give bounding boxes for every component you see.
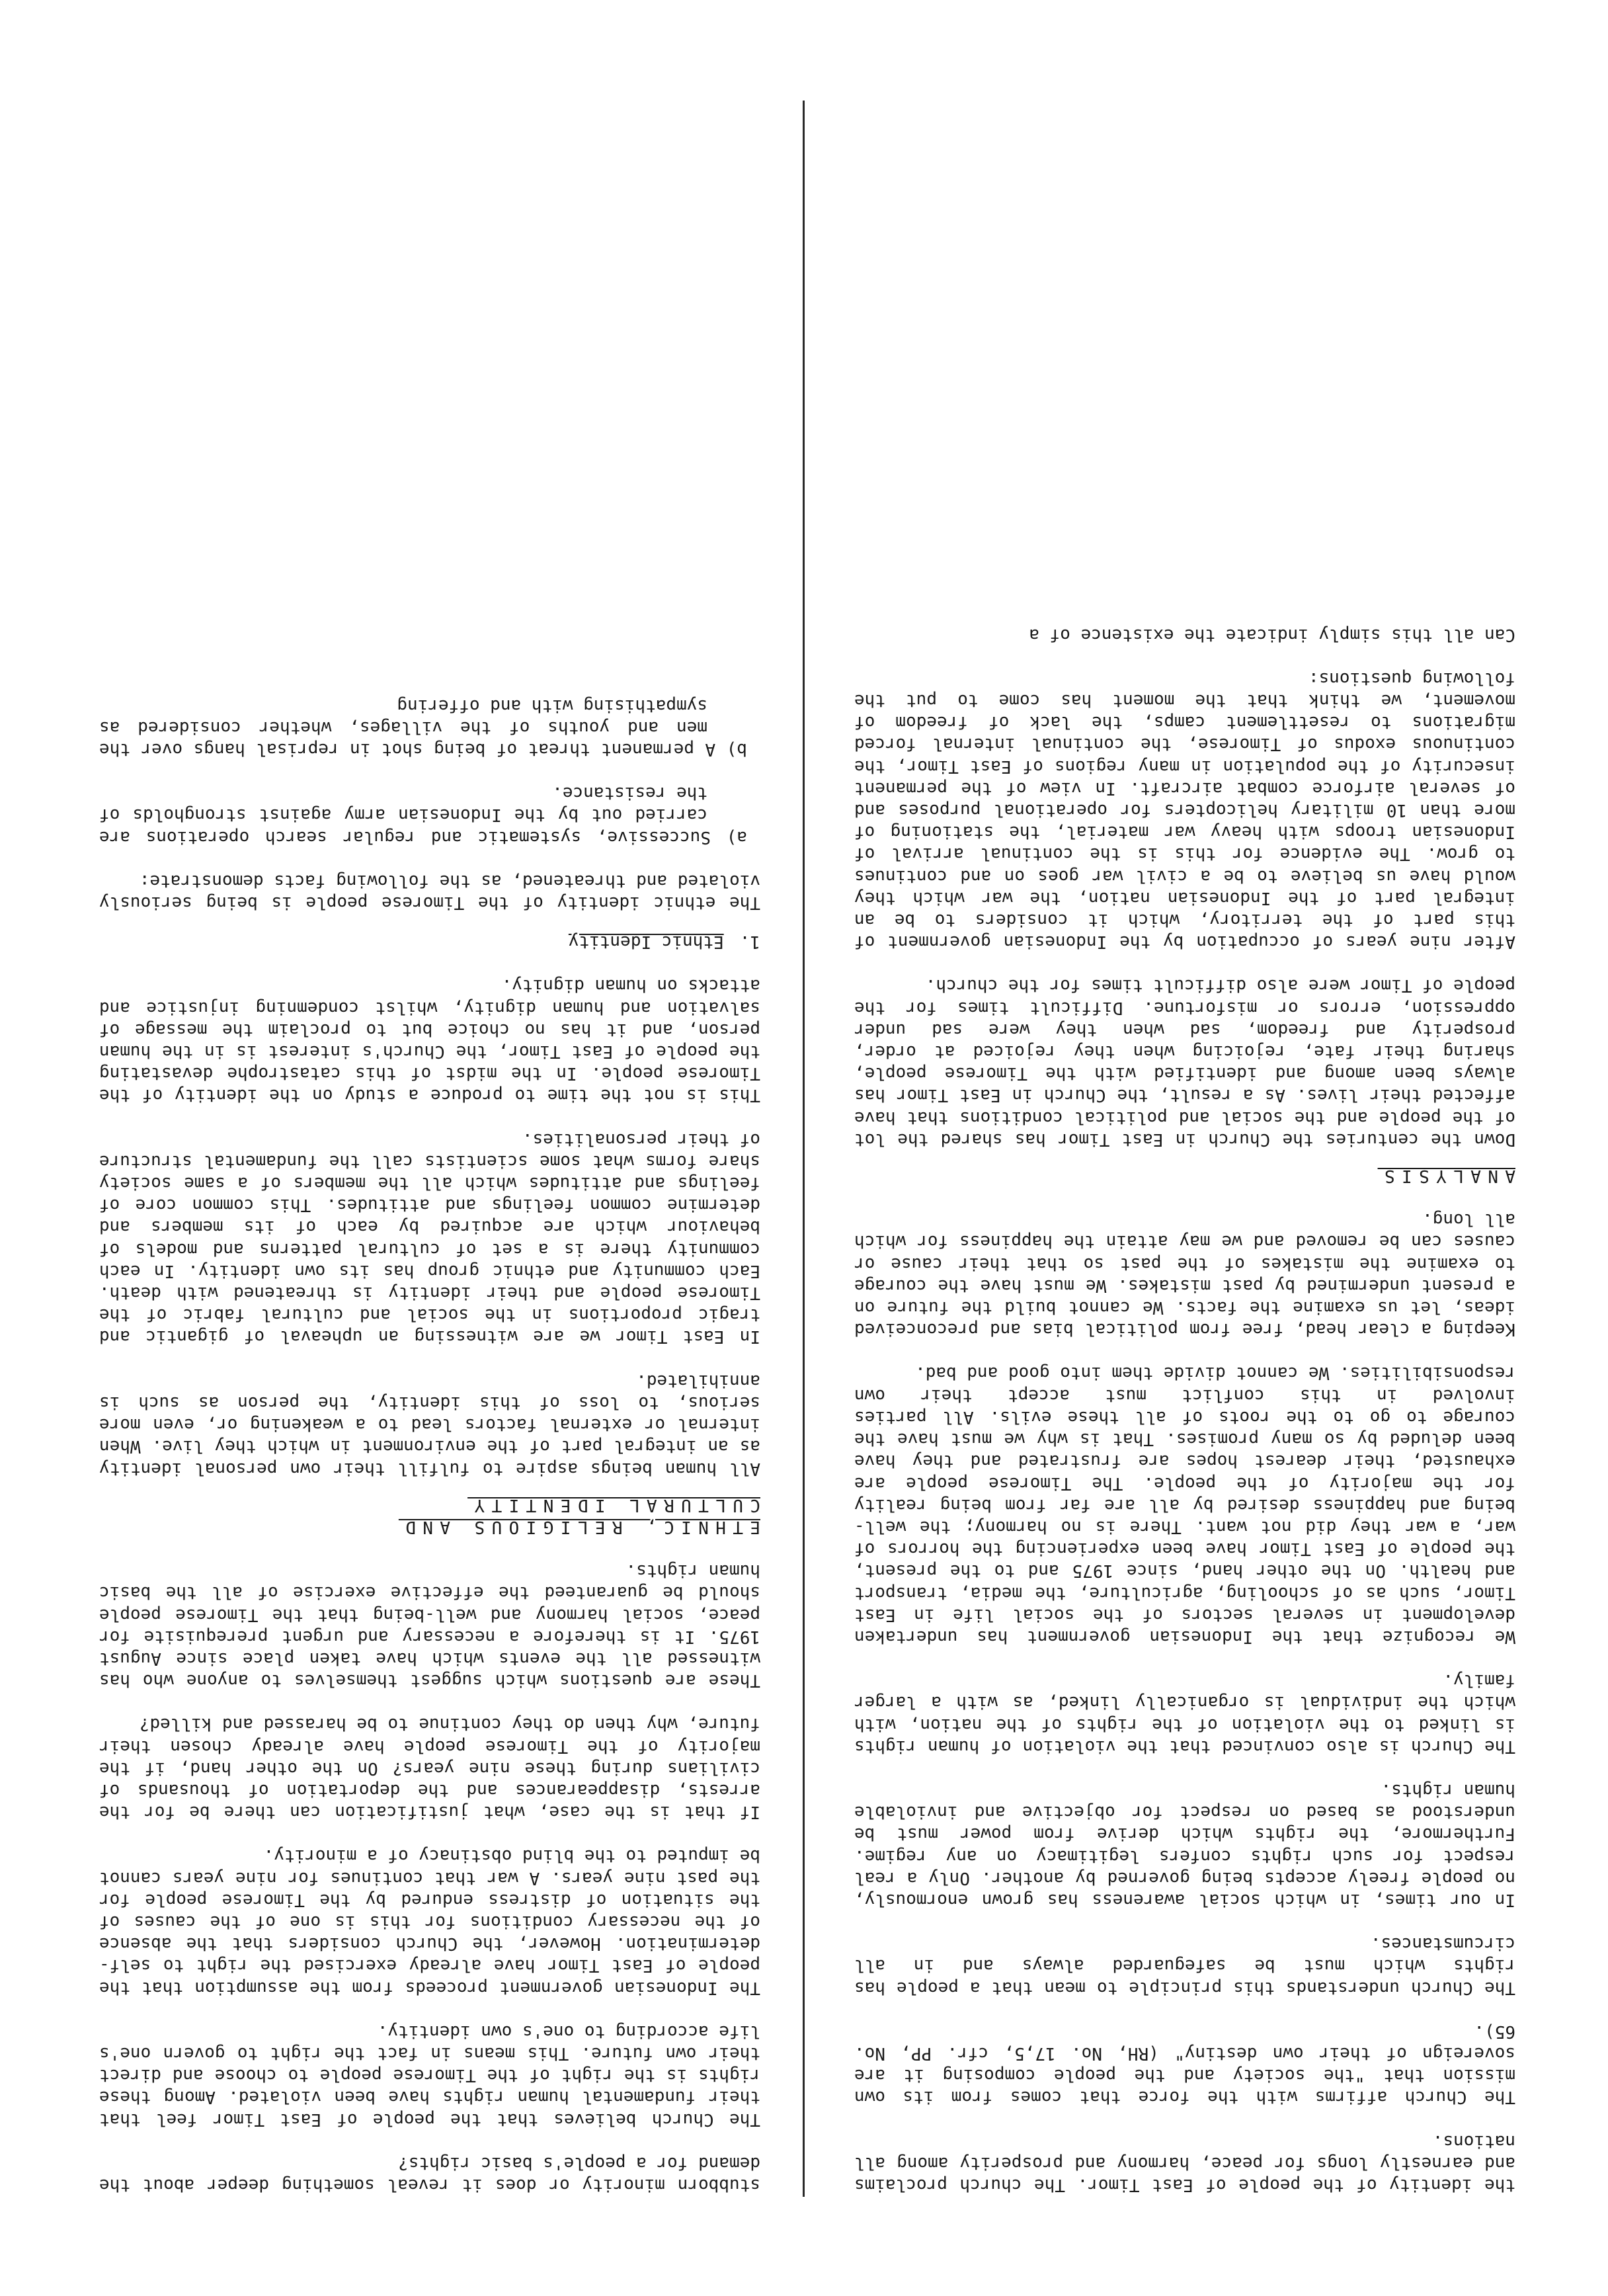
column-divider — [803, 101, 805, 2197]
subheading-number: 1. — [739, 932, 760, 952]
right-column — [99, 672, 760, 2195]
paragraph: In East Timor we are witnessing an upheaval of gigantic and tragic proportions in the social and cultural fabric of the Timorese people and their identity is threatened with death. Each community and ethnic group has its own identity. In each community there is a set of cultural patterns and models of behaviour which are acquired by each of its members and determine common feelings and attitudes. This common core of feelings and attitudes which all the members of a same society share forms what some scientists call the fundamental structure of their personalities. — [99, 1129, 760, 1347]
paragraph: stubborn minority or does it reveal something deeper about the demand for a people's basic rights? — [99, 2152, 760, 2195]
paragraph: The Church understands this principle to mean that a people has rights which must be safeguarded always and in all circumstances. — [854, 1934, 1515, 1998]
paragraph: the identity of the people of East Timor. The church proclaims and earnestly longs for peace, harmony and prosperity among all nations. — [854, 2131, 1515, 2195]
paragraph: The Church believes that the people of East Timor feel that their fundamental human rights have been violated. Among these rights is the right of the Timorese people to choose and direct their own future. This means in fact the right to govern one's life according to one's own identity. — [99, 2021, 760, 2129]
paragraph: All human beings aspire to fulfill their own personal identity as an integral part of the environment in which they live. When internal or external factors lead to a weakening or, even more serious, to loss of this identity, the person as such is annihilated. — [99, 1370, 760, 1479]
paragraph: In our times, in which social awareness has grown enormously, no people freely accepts being governed by another. Only a real respect for such rights confers legitimacy on any regime. Furthermore, the rights which derive from power must be understood as based on respect for objective and inviolable human rights. — [854, 1780, 1515, 1910]
paragraph: This is not the time to produce a study on the identity of the Timorese people. In the midst of this catastrophe devastating the people of East Timor, the Church's interest is in the human person, and it has no choice but to proclaim the message of salvation and human dignity, whilst condemning injustice and attacks on human dignity. — [99, 975, 760, 1106]
section-heading-analysis: ANALYSIS — [1377, 1166, 1515, 1186]
paragraph: The Church is also convinced that the violation of human rights is linked to the violation of the rights of the nation, with which the individual is organically linked, as with a larger family. — [854, 1670, 1515, 1756]
section-heading-identity — [99, 1494, 760, 1538]
paragraph: These are questions which suggest themselves to anyone who has witnessed all the events which have taken place since August 1975. It is therefore a necessary and urgent prerequisite for peace, social harmony and well-being that the Timorese people should be guaranteed the effective exercise of all the basic human rights. — [99, 1561, 760, 1691]
paragraph: Down the centuries the Church in East Timor has shared the lot of the people and the social and political conditions that have affected their lives. As a result, the Church in East Timor has always been among and identified with the Timorese people, sharing their fate, rejoicing when they rejoiced at order, prosperity and freedom, sad when they were sad under oppression, errors or misfortune. Difficult times for the people of Timor were also difficult times for the church. — [854, 975, 1515, 1149]
subheading-text: Ethnic Identity — [568, 932, 724, 952]
subheading-ethnic-identity — [99, 930, 760, 952]
paragraph: The Indonesian government proceeds from the assumption that the people of East Timor have already exercised the right to self-determination. However, the Church considers that the absence of the necessary conditions for this is one of the causes of the situation of distress endured by the Timorese people for the past nine years. A war that continues for nine years cannot be imputed to the blind obstinacy of a minority. — [99, 1846, 760, 1998]
paragraph: After nine years of occupation by the Indonesian government of this part of the territory, which it considers to be an integral part of the Indonesian nation, the war which they would have us believe to be a civil war goes on and continues to grow. The evidence for this is the continual arrival of Indonesian troops with heavy war material, the stationing of more than 10 military helicopters for operational purposes and of several airforce combat aircraft. In view of the permanent insecurity of the population in many regions of East Timor, the continuous exodus of Timorese, the continual internal forced migrations to resettlement camps, the lack of freedom of movement, we think that the moment has come to put the following questions: — [854, 668, 1515, 952]
paragraph: We recognize that the Indonesian government has undertaken development in several sectors of the social life in East Timor, such as of schooling, agriculture, the media, transport and health. On the other hand, since 1975 and to the present, the people of East Timor have been experiencing the horrors of war, a war they did not want. There is no harmony; the well-being and happiness desired by all are far from being reality for the majority of the people. The Timorese people are exhausted, their dearest hopes are frustrated and they have been deluded by so many promises. That is why we must have the courage to go to the roots of all these evils. All parties involved in this conflict must accept their own responsibilities. We cannot divide them into good and bad. — [854, 1363, 1515, 1647]
section-heading-line: ETHNIC, RELIGIOUS AND — [398, 1516, 760, 1537]
paragraph: The Church affirms with the force that comes from its own mission that "the society and the people composing it are sovereign of their own destiny" (RH, No. 17,5, cfr. PP, No. 65). — [854, 2021, 1515, 2108]
list-item: b) A permanent threat of being shot in reprisal hangs over the men and youths of the villages, whether considered as sympathising with and offering — [99, 695, 747, 760]
paragraph: The ethnic identity of the Timorese people is being seriously violated and threatened, as the following facts demonstrate: — [99, 870, 760, 913]
paragraph: If that is the case, what justification can there be for the arrests, disappearances and the deportation of thousands of civilians during these nine years? On the other hand, if the majority of the Timorese people have already chosen their future, why then do they continue to be harassed and killed? — [99, 1714, 760, 1823]
left-column — [854, 601, 1515, 2195]
paragraph: Keeping a clear head, free from political bias and preconceived ideas, let us examine the facts. We cannot build the future on a present undermined by past mistakes. We must have the courage to examine the mistakes of the past so that their cause or causes can be removed and we may attain the happiness for which all long. — [854, 1210, 1515, 1340]
section-heading-line: CULTURAL IDENTITY — [467, 1495, 760, 1515]
list-item: a) Successive, systematic and regular search operations are carried out by the Indonesian army against strongholds of the resistance. — [99, 783, 747, 847]
paragraph: Can all this simply indicate the existence of a — [1029, 624, 1515, 645]
